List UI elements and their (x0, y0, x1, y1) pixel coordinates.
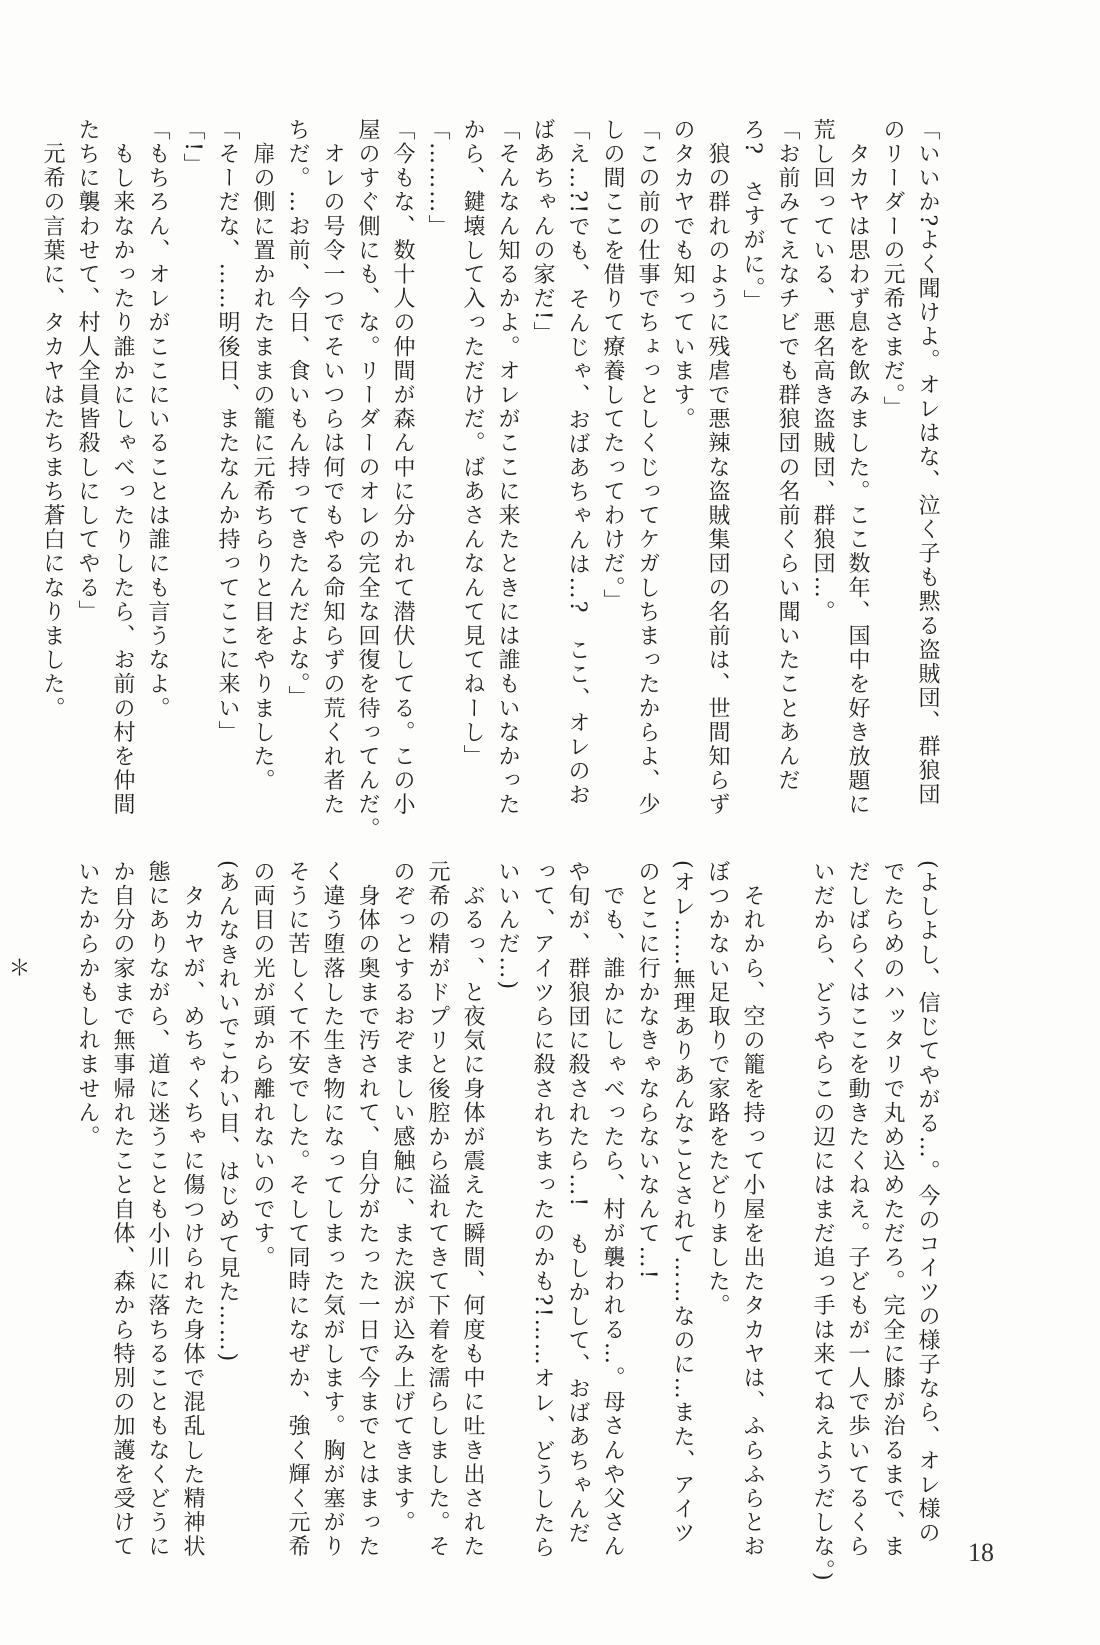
text-line: でも、誰かにしゃべったら、村が襲われる…。母さんや父さん (600, 860, 625, 1559)
text-line: 「今もな、数十人の仲間が森ん中に分かれて潜伏してる。この小 (390, 118, 415, 817)
page-number: 18 (968, 1538, 994, 1567)
text-line: いたからかもしれません。 (75, 860, 100, 1150)
text-line: 身体の奥まで汚されて、自分がたった一日で今までとはまった (355, 860, 380, 1559)
text-line: のぞっとするおぞましい感触に、また涙が込み上げてきます。 (390, 860, 415, 1535)
text-line: 「え…?!でも、そんじゃ、おばあちゃんは…? ここ、オレのお (565, 118, 590, 808)
text-line: 狼の群れのように残虐で悪辣な盗賊集団の名前は、世間知らず (705, 118, 730, 817)
text-line: ろ? さすがに。」 (740, 118, 765, 314)
text-line: そうに苦しくて不安でした。そして同時になぜか、強く輝く元希 (285, 860, 310, 1559)
text-line: 「………」 (425, 118, 450, 239)
text-line: (よしよし、信じてやがる…。今のコイツの様子なら、オレ様の (915, 860, 940, 1546)
text-line (35, 860, 70, 1470)
text-line: 「そんなん知るかよ。オレがここに来たときには誰もいなかった (495, 118, 520, 817)
text-line: か自分の家まで無事帰れたこと自体、森から特別の加護を受けて (110, 860, 135, 1559)
text-line: のタカヤでも知っています。 (670, 118, 695, 432)
text-line: ＊ (5, 860, 30, 981)
text-line: 「この前の仕事でちょっとしくじってケガしちまったからよ、少 (635, 118, 660, 817)
text-line: 「!」 (180, 118, 205, 178)
upper-text-block (35, 118, 945, 841)
text-line: ばあちゃんの家だ!」 (530, 118, 555, 346)
text-line: の両目の光が頭から離れないのです。 (250, 860, 275, 1270)
text-line: (オレ……無理ありあんなことされて……なのに…また、アイツ (670, 860, 695, 1546)
lower-text-block (0, 860, 945, 1583)
text-line: 元希の言葉に、タカヤはたちまち蒼白になりました。 (40, 118, 65, 721)
text-line: いだから、どうやらこの辺にはまだ追っ手は来てねえようだしな。) (810, 860, 835, 1583)
text-line: だしばらくはここを動きたくねえ。子どもが一人で歩いてるくら (845, 860, 870, 1559)
text-line: 態にありながら、道に迷うことも小川に落ちることもなくどうに (145, 860, 170, 1559)
text-line: もし来なかったり誰かにしゃべったりしたら、お前の村を仲間 (110, 118, 135, 817)
text-line: 屋のすぐ側にも、な。リーダーのオレの完全な回復を待ってんだ。 (355, 118, 380, 841)
text-line: のとこに行かなきゃならないなんて…! (635, 860, 660, 1281)
text-line: ぶるっ、と夜気に身体が震えた瞬間、何度も中に吐き出された (460, 860, 485, 1559)
text-line: 「お前みてえなチビでも群狼団の名前くらい聞いたことあんだ (775, 118, 800, 793)
text-line: (あんなきれいでこわい目、はじめて見た……) (215, 860, 240, 1364)
text-line: たちに襲わせて、村人全員皆殺しにしてやる」 (75, 118, 100, 625)
text-line: 元希の精がドプリと後腔から溢れてきて下着を濡らしました。そ (425, 860, 450, 1559)
text-line: 扉の側に置かれたままの籠に元希ちらりと目をやりました。 (250, 118, 275, 793)
text-line: 「いいか?よく聞けよ。オレはな、泣く子も黙る盗賊団、群狼団 (915, 118, 940, 807)
text-line: タカヤは思わず息を飲みました。ここ数年、国中を好き放題に (845, 118, 870, 817)
text-line: タカヤが、めちゃくちゃに傷つけられた身体で混乱した精神状 (180, 860, 205, 1559)
text-line: しの間ここを借りて療養してたってわけだ。」 (600, 118, 625, 614)
text-line: ぼつかない足取りで家路をたどりました。 (705, 860, 730, 1318)
text-line: って、アイツらに殺されちまったのかも?!……オレ、どうしたら (530, 860, 555, 1560)
text-line: のリーダーの元希さまだ。」 (880, 118, 905, 421)
text-line: でたらめのハッタリで丸め込めただろ。完全に膝が治るまで、ま (880, 860, 905, 1559)
text-line (770, 860, 805, 1470)
text-line: ちだ。…お前、今日、食いもん持ってきたんだよな。」 (285, 118, 310, 710)
text-line: オレの号令一つでそいつらは何でもやる命知らずの荒くれ者た (320, 118, 345, 817)
text-line: や旬が、群狼団に殺されたら…! もしかして、おばあちゃんだ (565, 860, 590, 1546)
text-line: く違う堕落した生き物になってしまった気がします。胸が塞がり (320, 860, 345, 1559)
text-line: 荒し回っている、悪名高き盗賊団、群狼団…。 (810, 118, 835, 625)
text-line: いいんだ…) (495, 860, 520, 992)
text-line: から、鍵壊して入っただけだ。ばあさんなんて見てねーし」 (460, 118, 485, 769)
text-line: 「もちろん、オレがここにいることは誰にも言うなよ。 (145, 118, 170, 721)
text-line: それから、空の籠を持って小屋を出たタカヤは、ふらふらとお (740, 860, 765, 1559)
text-line: 「そーだな、……明後日、またなんか持ってここに来い」 (215, 118, 240, 745)
